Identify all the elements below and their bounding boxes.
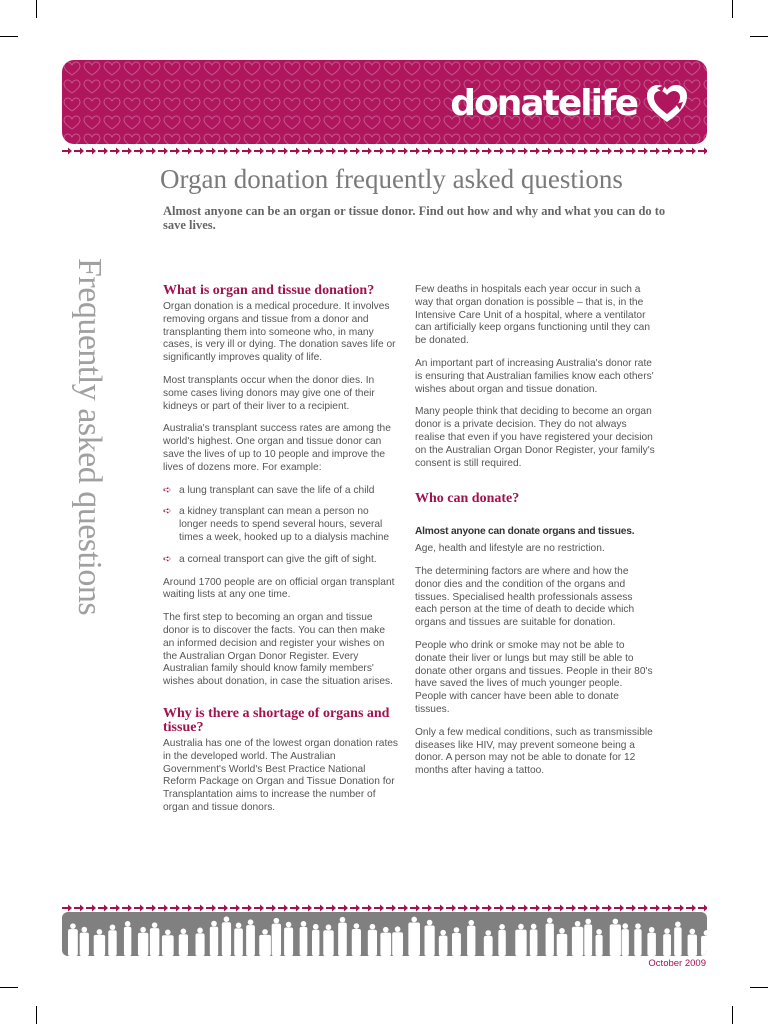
arrow-divider-top: [62, 146, 707, 156]
header-banner: [62, 60, 707, 144]
arrow-right-icon: ➪: [163, 484, 172, 496]
list-item: ➪ a corneal transport can give the gift of sight.: [163, 553, 377, 565]
intro-text: Almost anyone can be an organ or tissue donor. Find out how and why and what you can do to save lives.: [163, 204, 666, 232]
paragraph: Organ donation is a medical procedure. It involves removing organs and tissue from a donor and transplanting them into someone who, in many cases, is very ill or dying. The donation saves life or significantly improves quality of life.: [163, 301, 396, 364]
paragraph: Many people think that deciding to become an organ donor is a private decision. They do not always realise that even if you have registered your decision on the Australian Organ Donor Register, your family's consent is still required.: [415, 406, 655, 469]
paragraph: Most transplants occur when the donor dies. In some cases living donors may give one of their kidneys or part of their liver to a recipient.: [163, 374, 375, 412]
heart-arrows-icon: [643, 80, 691, 128]
crop-mark: [0, 36, 18, 37]
crop-mark: [750, 987, 768, 988]
paragraph: Age, health and lifestyle are no restriction.: [415, 543, 605, 555]
list-item: ➪ a lung transplant can save the life of a child: [163, 484, 375, 496]
side-title-text: Frequently asked questions: [71, 258, 108, 616]
heading-what-is-donation: What is organ and tissue donation?: [163, 283, 375, 298]
paragraph: An important part of increasing Australia's donor rate is ensuring that Australian families know each others' wishes about organ and tissue donation.: [415, 357, 654, 395]
paragraph: Around 1700 people are on official organ transplant waiting lists at any one time.: [163, 576, 395, 601]
arrow-right-icon: ➪: [163, 506, 172, 518]
crop-mark: [36, 1006, 37, 1024]
crop-mark: [732, 0, 733, 18]
lead-text: Almost anyone can donate organs and tissues.: [415, 526, 635, 538]
right-column: [415, 284, 655, 788]
heading-shortage: Why is there a shortage of organs and tissue?: [163, 705, 390, 735]
paragraph: The first step to becoming an organ and tissue donor is to discover the facts. You can then make an informed decision and register your wishes on the Australian Organ Donor Register. Every Australian family should know family members' wishes about donation, in case the situation arises.: [163, 612, 393, 688]
arrow-right-icon: ➪: [163, 553, 172, 565]
footer-date: October 2009: [648, 958, 706, 969]
page-title: Organ donation frequently asked questions: [160, 164, 623, 194]
crowd-silhouette-graphic: [62, 912, 707, 956]
crop-mark: [732, 1006, 733, 1024]
crop-mark: [0, 987, 18, 988]
paragraph: Few deaths in hospitals each year occur in such a way that organ donation is possible – that is, in the Intensive Care Unit of a hospital, where a ventilator can artificially keep organs functioning until they can be donated.: [415, 284, 651, 347]
donatelife-logo-text: donatelife: [450, 83, 637, 124]
side-title: [71, 258, 114, 728]
heading-who-can-donate: Who can donate?: [415, 491, 520, 507]
paragraph: People who drink or smoke may not be able to donate their liver or lungs but may still be able to donate other organs and tissues. People in their 80's have saved the lives of much younger people. People with cancer have been able to donate tissues.: [415, 639, 653, 715]
crop-mark: [36, 0, 37, 18]
people-silhouettes: [62, 912, 707, 956]
crop-mark: [750, 36, 768, 37]
paragraph: Australia's transplant success rates are among the world's highest. One organ and tissue donor can save the lives of up to 10 people and improve the lives of dozens more. For example:: [163, 423, 391, 473]
list-item: ➪ a kidney transplant can mean a person no longer needs to spend several hours, several times a week, hooked up to a dialysis machine: [163, 506, 390, 543]
left-column: [163, 284, 399, 825]
paragraph: Australia has one of the lowest organ donation rates in the developed world. The Australian Government's World's Best Practice National Reform Package on Organ and Tissue Donation for Transplantation aims to increase the number of organ and tissue donors.: [163, 737, 399, 813]
paragraph: Only a few medical conditions, such as transmissible diseases like HIV, may prevent someone being a donor. A person may not be able to donate for 12 months after having a tattoo.: [415, 726, 653, 777]
paragraph: The determining factors are where and how the donor dies and the condition of the organs and tissues. Specialised health professionals assess each person at the time of death to decide which organs and tissues are suitable for donation.: [415, 565, 635, 629]
examples-list: [163, 485, 399, 567]
